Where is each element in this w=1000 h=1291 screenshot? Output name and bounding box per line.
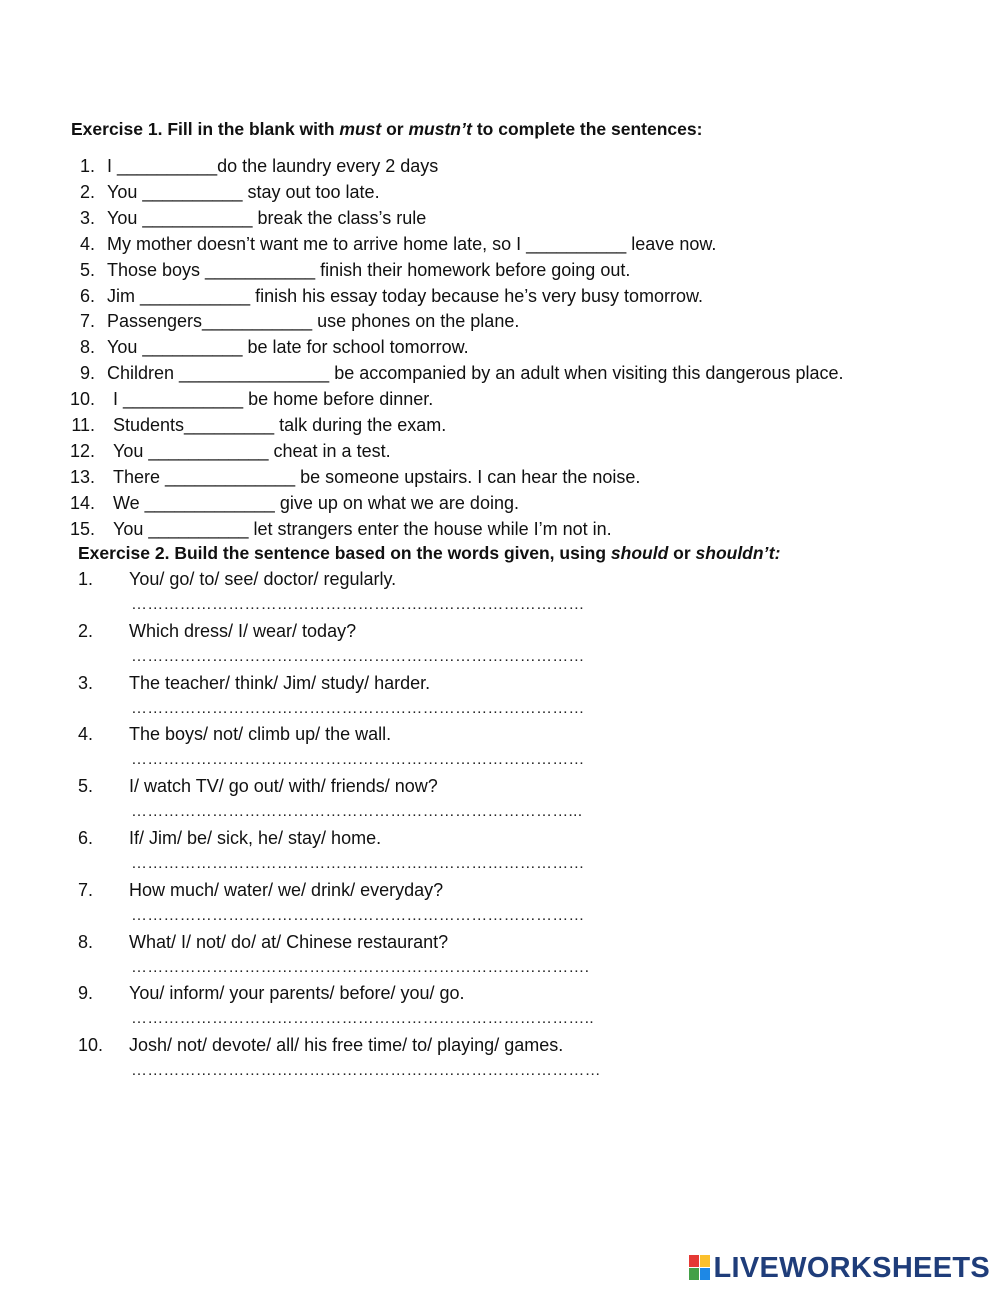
answer-line[interactable]: ………………………………………………………………………... (131, 803, 583, 821)
item-number: 12. (69, 440, 95, 461)
answer-line[interactable]: ………………………………………………………………………… (131, 699, 585, 717)
exercise2-heading-mid: or (668, 543, 696, 563)
item-number: 7. (79, 311, 95, 332)
exercise1-word-mustnt: mustn’t (408, 119, 472, 139)
item-prompt: What/ I/ not/ do/ at/ Chinese restaurant? (129, 931, 449, 952)
item-sentence: Children _______________ be accompanied by an adult when visiting this dangerous place. (107, 363, 844, 384)
item-sentence: You __________ let strangers enter the house while I’m not in. (113, 518, 612, 539)
item-number: 5. (78, 776, 94, 797)
exercise1-word-must: must (339, 119, 382, 139)
item-prompt: You/ go/ to/ see/ doctor/ regularly. (129, 569, 397, 589)
item-number: 1. (79, 156, 95, 176)
exercise2-heading-pre: Exercise 2. Build the sentence based on the words given, using (78, 543, 611, 563)
list-item (0, 1032, 1000, 1084)
item-number: 14. (69, 492, 95, 513)
exercise1-heading (71, 117, 702, 141)
list-item (0, 670, 1000, 722)
item-sentence: You __________ be late for school tomorrow. (107, 337, 469, 358)
item-number: 10. (78, 1035, 104, 1056)
exercise2-heading (78, 541, 780, 565)
item-number: 7. (78, 879, 94, 900)
item-number: 2. (78, 620, 94, 641)
item-sentence: You ____________ cheat in a test. (113, 440, 391, 461)
item-number: 6. (78, 828, 94, 848)
item-number: 11. (71, 415, 95, 435)
logo-block (700, 1255, 710, 1267)
item-sentence: My mother doesn’t want me to arrive home late, so I __________ leave now. (107, 233, 717, 254)
item-sentence: I ____________ be home before dinner. (113, 389, 434, 410)
answer-line[interactable]: ………………………………………………………………………… (131, 906, 585, 924)
item-prompt: If/ Jim/ be/ sick, he/ stay/ home. (129, 828, 382, 848)
item-number: 3. (78, 672, 94, 693)
item-number: 6. (79, 285, 95, 306)
item-number: 10. (69, 389, 95, 410)
list-item (0, 877, 1000, 929)
answer-line[interactable]: ………………………………………………………………………… (131, 596, 585, 613)
item-sentence: Those boys ___________ finish their homework before going out. (107, 259, 631, 280)
item-number: 3. (79, 207, 95, 228)
exercise1-heading-mid: or (381, 119, 409, 139)
list-item (0, 773, 1000, 825)
item-number: 9. (78, 983, 94, 1004)
list-item (0, 825, 1000, 877)
item-prompt: How much/ water/ we/ drink/ everyday? (129, 879, 444, 900)
answer-line[interactable]: …………………………………………………………………………… (131, 1062, 601, 1080)
list-item (0, 721, 1000, 773)
exercise1-heading-post: to complete the sentences: (471, 119, 703, 139)
liveworksheets-brand (689, 1251, 991, 1285)
item-prompt: I/ watch TV/ go out/ with/ friends/ now? (129, 776, 438, 797)
exercise2-word-should: should (610, 543, 669, 563)
item-sentence: Students_________ talk during the exam. (113, 415, 447, 435)
item-sentence: Passengers___________ use phones on the plane. (107, 311, 520, 332)
item-sentence: Jim ___________ finish his essay today because he’s very busy tomorrow. (107, 285, 704, 306)
answer-line[interactable]: ………………………………………………………………………… (131, 855, 585, 872)
item-sentence: There _____________ be someone upstairs. I can hear the noise. (113, 466, 641, 487)
item-number: 1. (78, 569, 94, 589)
logo-block (700, 1268, 710, 1280)
item-sentence: You __________ stay out too late. (107, 181, 380, 202)
liveworksheets-logo-icon (689, 1255, 711, 1281)
list-item (0, 980, 1000, 1032)
item-number: 2. (79, 181, 95, 202)
list-item (0, 618, 1000, 670)
item-sentence: We _____________ give up on what we are doing. (113, 492, 519, 513)
logo-block (689, 1255, 699, 1267)
item-prompt: Josh/ not/ devote/ all/ his free time/ to/ playing/ games. (129, 1035, 564, 1056)
item-number: 13. (69, 466, 95, 487)
item-number: 9. (79, 363, 95, 384)
answer-line[interactable]: ………………………………………………………………………….. (131, 1010, 594, 1028)
item-number: 5. (79, 259, 95, 280)
item-number: 15. (69, 518, 95, 539)
logo-block (689, 1268, 699, 1280)
item-number: 8. (78, 931, 94, 952)
item-prompt: The teacher/ think/ Jim/ study/ harder. (129, 672, 431, 693)
list-item (0, 929, 1000, 981)
item-number: 4. (79, 233, 95, 254)
answer-line[interactable]: …………………………………………………………………………. (131, 958, 590, 976)
answer-line[interactable]: ………………………………………………………………………… (131, 751, 585, 769)
item-number: 4. (78, 724, 94, 745)
item-prompt: You/ inform/ your parents/ before/ you/ go. (129, 983, 465, 1004)
answer-line[interactable]: ………………………………………………………………………… (131, 647, 585, 665)
list-item (0, 566, 1000, 618)
brand-text: LIVEWORKSHEETS (713, 1252, 990, 1284)
item-prompt: Which dress/ I/ wear/ today? (129, 620, 357, 641)
exercise1-heading-pre: Exercise 1. Fill in the blank with (71, 119, 340, 139)
item-sentence: I __________do the laundry every 2 days (107, 156, 439, 176)
item-prompt: The boys/ not/ climb up/ the wall. (129, 724, 392, 745)
item-sentence: You ___________ break the class’s rule (107, 207, 427, 228)
item-number: 8. (79, 337, 95, 358)
exercise2-word-shouldnt: shouldn’t: (695, 543, 781, 563)
